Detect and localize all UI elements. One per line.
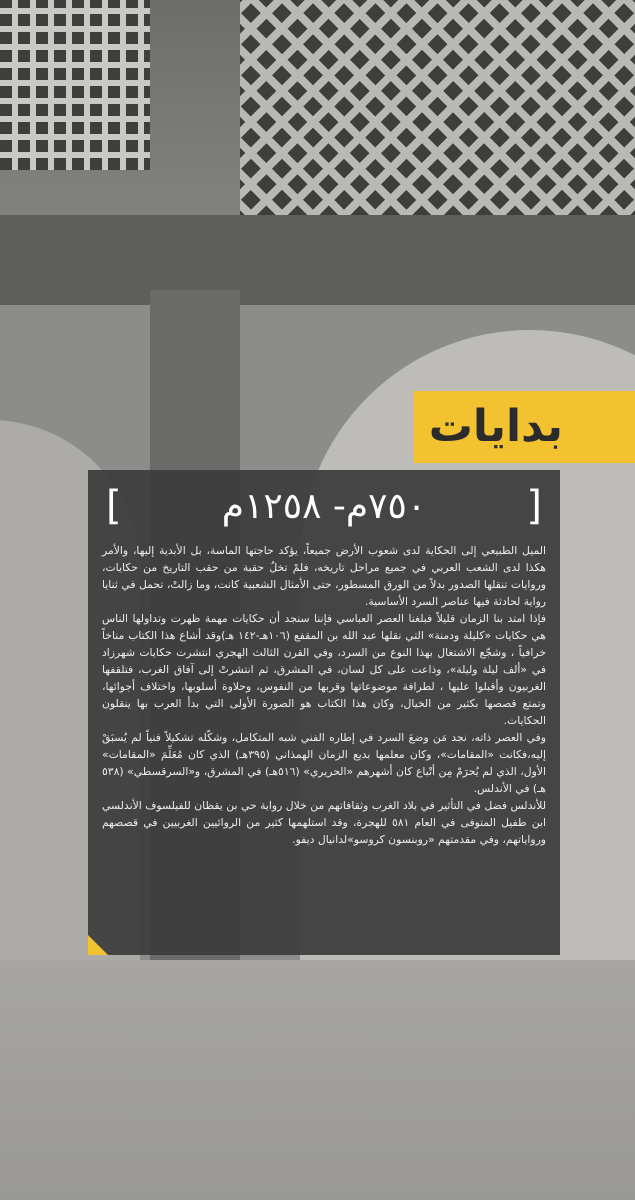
date-range: ٧٥٠م- ١٢٥٨م — [221, 485, 427, 527]
title-banner — [413, 391, 635, 463]
date-heading — [88, 476, 560, 536]
paragraph: للأندلس فضل في التأثير في بلاد الغرب وثقافاتهم من خلال رواية حي بن يقظان للفيلسوف الأندلسي ابن طفيل المتوفى في العام ٥٨١ للهجرة، وقد استلهمها كثير من الروائيين الغربيين في قصصهم ورواياتهم، وفي مقدمتهم «روبنسون كروسو»لدانيال ديفو. — [102, 799, 546, 846]
bracket-left: [ — [106, 483, 122, 529]
background-beam — [0, 215, 635, 305]
corner-triangle — [88, 935, 108, 955]
article-body — [102, 542, 546, 848]
content-panel — [88, 470, 560, 955]
lattice-window-left — [0, 0, 150, 170]
bracket-right: ] — [526, 483, 542, 529]
background-floor — [0, 960, 635, 1200]
paragraph: فإذا امتد بنا الزمان قليلاً فبلغنا العصر العباسي فإننا سنجد أن حكايات مهمة ظهرت وتداولها الناس هي حكايات «كليلة ودمنة» التي نقلها عبد الله بن المقفع (١٠٦هـ-١٤٢ هـ)وقد أشاع هذا الكتاب مناخاً خرافياً ، وشجّع الاشتغال بهذا النوع من السرد، وفي القرن الثالث الهجري انتشرت حكايات شهرزاد في «ألف ليلة وليلة»، وذاعت على كل لسان، في المشرق، ثم انتشرتْ إلى آفاق الغرب، فتلقفها الغربيون وأقبلوا عليها ، لطرافة موضوعاتها وقربها من النفوس، وحلاوة أسلوبها، واختلاف أجوائها، وتمتع قصصها بكثير من الخيال، وكان هذا الكتاب هو الصورة الأولى التي بدأ العرب بها ينقلون الحكايات. — [102, 612, 547, 727]
page-title: بدايات — [428, 401, 563, 452]
lattice-window-right — [240, 0, 635, 230]
paragraph: وفي العصر ذاته، نجد مَن وضعَ السرد في إطاره الفني شبه المتكامل، وشكّله تشكيلاً فنياً لم يُسبَقْ إليه،فكانت «المقامات»، وكان معلمها بديع الزمان الهمذاني (٣٩٥هـ) الذي كان مُعَلِّمَ «المقامات» الأول، الذي لم يُحرَمْ مِن أتْباع كان أشهرهم «الحريري» (٥١٦هـ) في المشرق، و«السرقسطي» (٥٣٨ هـ) في الأندلس. — [102, 731, 547, 795]
paragraph: الميل الطبيعي إلى الحكاية لدى شعوب الأرض جميعاً، يؤكد حاجتها الماسة، بل الأبدية إليها، والأمر هكذا لدى الشعب العربي في جميع مراحل تاريخه، فلمْ تخلُ حقبة من حقب التاريخ من حكايات، وروايات تنقلها الصدور بدلاً من الورق المسطور، حتى الأمثال الشعبية كانت، وما زالتْ، تحمل في ثنايا رواية لحادثة فيها عناصر السرد الأساسية. — [102, 544, 546, 608]
